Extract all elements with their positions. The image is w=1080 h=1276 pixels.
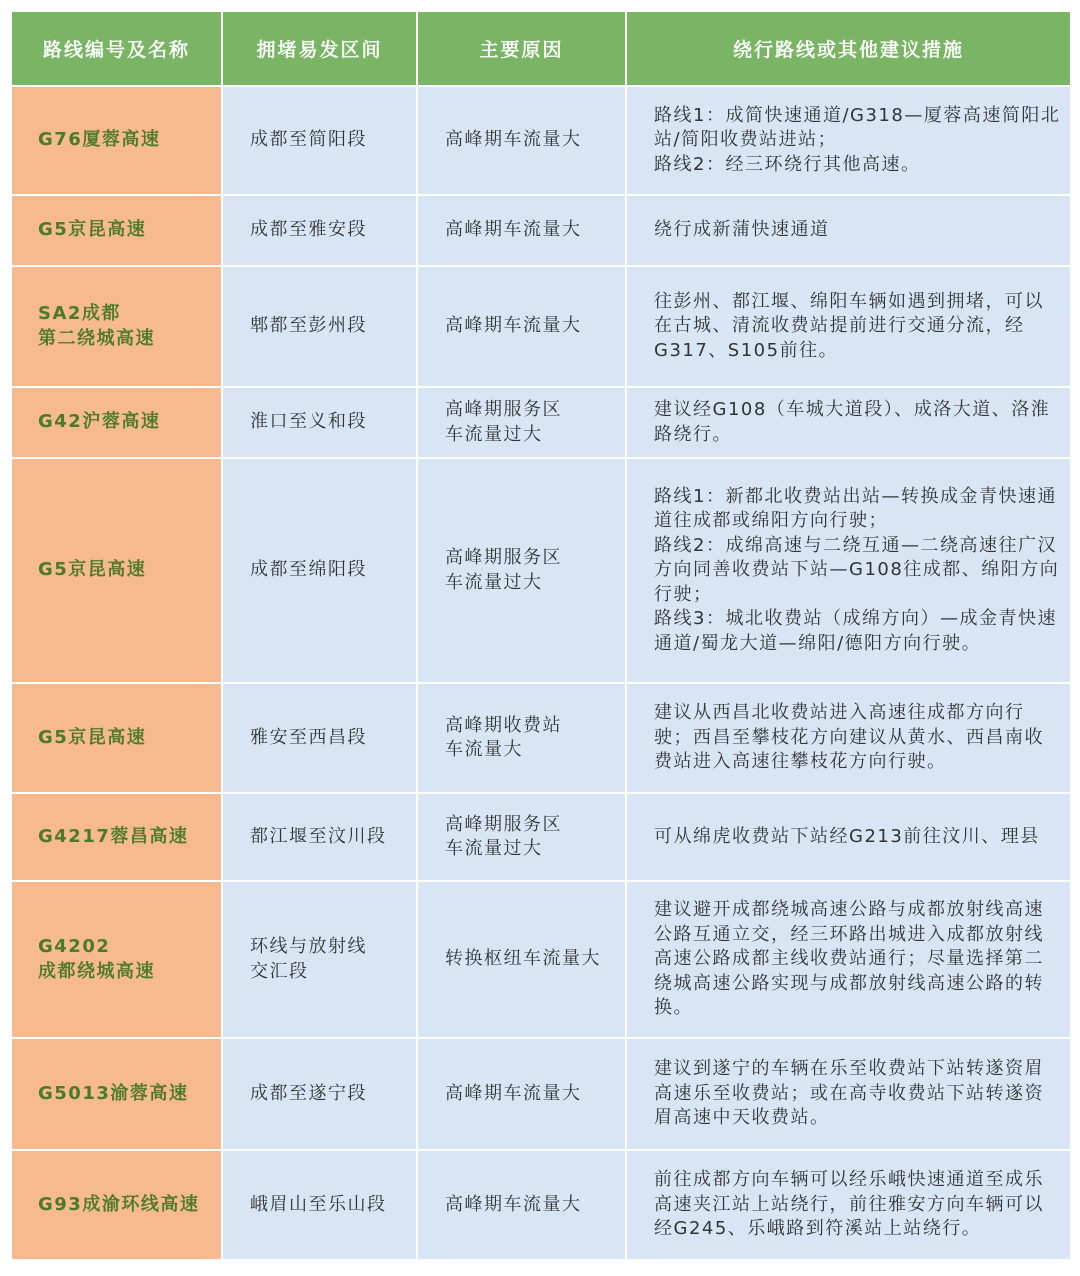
table-row (12, 87, 1070, 194)
table-row (12, 1039, 1070, 1149)
suggestion-cell: 往彭州、都江堰、绵阳车辆如遇到拥堵，可以在古城、清流收费站提前进行交通分流，经G317、S105前往。 (627, 267, 1070, 386)
route-cell: G5京昆高速 (12, 196, 221, 265)
section-cell: 峨眉山至乐山段 (223, 1151, 416, 1259)
route-cell: G93成渝环线高速 (12, 1151, 221, 1259)
section-cell: 成都至简阳段 (223, 87, 416, 194)
route-cell: G4202 成都绕城高速 (12, 882, 221, 1037)
reason-cell: 高峰期车流量大 (418, 267, 625, 386)
reason-cell: 转换枢纽车流量大 (418, 882, 625, 1037)
reason-cell: 高峰期车流量大 (418, 87, 625, 194)
suggestion-cell: 建议从西昌北收费站进入高速往成都方向行驶；西昌至攀枝花方向建议从黄水、西昌南收费站进入高速往攀枝花方向行驶。 (627, 684, 1070, 792)
suggestion-cell: 建议避开成都绕城高速公路与成都放射线高速公路互通立交，经三环路出城进入成都放射线高速公路成都主线收费站通行；尽量选择第二绕城高速公路实现与成都放射线高速公路的转换。 (627, 882, 1070, 1037)
suggestion-cell: 可从绵虎收费站下站经G213前往汶川、理县 (627, 794, 1070, 880)
table-row (12, 459, 1070, 682)
suggestion-cell: 路线1：新都北收费站出站—转换成金青快速通道往成都或绵阳方向行驶； 路线2：成绵高速与二绕互通—二绕高速往广汉方向同善收费站下站—G108往成都、绵阳方向行驶； 路线3：城北收费站（成绵方向）—成金青快速通道/蜀龙大道—绵阳/德阳方向行驶。 (627, 459, 1070, 682)
congestion-table (10, 10, 1072, 1261)
route-cell: G5京昆高速 (12, 684, 221, 792)
section-cell: 都江堰至汶川段 (223, 794, 416, 880)
table-row (12, 196, 1070, 265)
route-cell: G4217蓉昌高速 (12, 794, 221, 880)
route-cell: SA2成都 第二绕城高速 (12, 267, 221, 386)
header-section: 拥堵易发区间 (223, 12, 416, 85)
reason-cell: 高峰期服务区 车流量过大 (418, 794, 625, 880)
table-row (12, 267, 1070, 386)
table-header-row (12, 12, 1070, 85)
route-cell: G5013渝蓉高速 (12, 1039, 221, 1149)
header-reason: 主要原因 (418, 12, 625, 85)
suggestion-cell: 前往成都方向车辆可以经乐峨快速通道至成乐高速夹江站上站绕行，前往雅安方向车辆可以经G245、乐峨路到符溪站上站绕行。 (627, 1151, 1070, 1259)
section-cell: 成都至绵阳段 (223, 459, 416, 682)
section-cell: 成都至雅安段 (223, 196, 416, 265)
section-cell: 成都至遂宁段 (223, 1039, 416, 1149)
suggestion-cell: 建议经G108（车城大道段）、成洛大道、洛淮路绕行。 (627, 388, 1070, 457)
suggestion-cell: 绕行成新蒲快速通道 (627, 196, 1070, 265)
header-suggestion: 绕行路线或其他建议措施 (627, 12, 1070, 85)
reason-cell: 高峰期服务区 车流量过大 (418, 388, 625, 457)
reason-cell: 高峰期服务区 车流量过大 (418, 459, 625, 682)
route-cell: G76厦蓉高速 (12, 87, 221, 194)
suggestion-cell: 路线1：成简快速通道/G318—厦蓉高速简阳北站/简阳收费站进站； 路线2：经三环绕行其他高速。 (627, 87, 1070, 194)
reason-cell: 高峰期车流量大 (418, 196, 625, 265)
reason-cell: 高峰期车流量大 (418, 1151, 625, 1259)
reason-cell: 高峰期收费站 车流量大 (418, 684, 625, 792)
header-route: 路线编号及名称 (12, 12, 221, 85)
table-row (12, 388, 1070, 457)
suggestion-cell: 建议到遂宁的车辆在乐至收费站下站转遂资眉高速乐至收费站；或在高寺收费站下站转遂资眉高速中天收费站。 (627, 1039, 1070, 1149)
table-row (12, 1151, 1070, 1259)
reason-cell: 高峰期车流量大 (418, 1039, 625, 1149)
section-cell: 郫都至彭州段 (223, 267, 416, 386)
route-cell: G5京昆高速 (12, 459, 221, 682)
congestion-table-container (10, 10, 1070, 1261)
section-cell: 雅安至西昌段 (223, 684, 416, 792)
table-row (12, 794, 1070, 880)
section-cell: 环线与放射线 交汇段 (223, 882, 416, 1037)
table-row (12, 684, 1070, 792)
table-row (12, 882, 1070, 1037)
section-cell: 淮口至义和段 (223, 388, 416, 457)
route-cell: G42沪蓉高速 (12, 388, 221, 457)
